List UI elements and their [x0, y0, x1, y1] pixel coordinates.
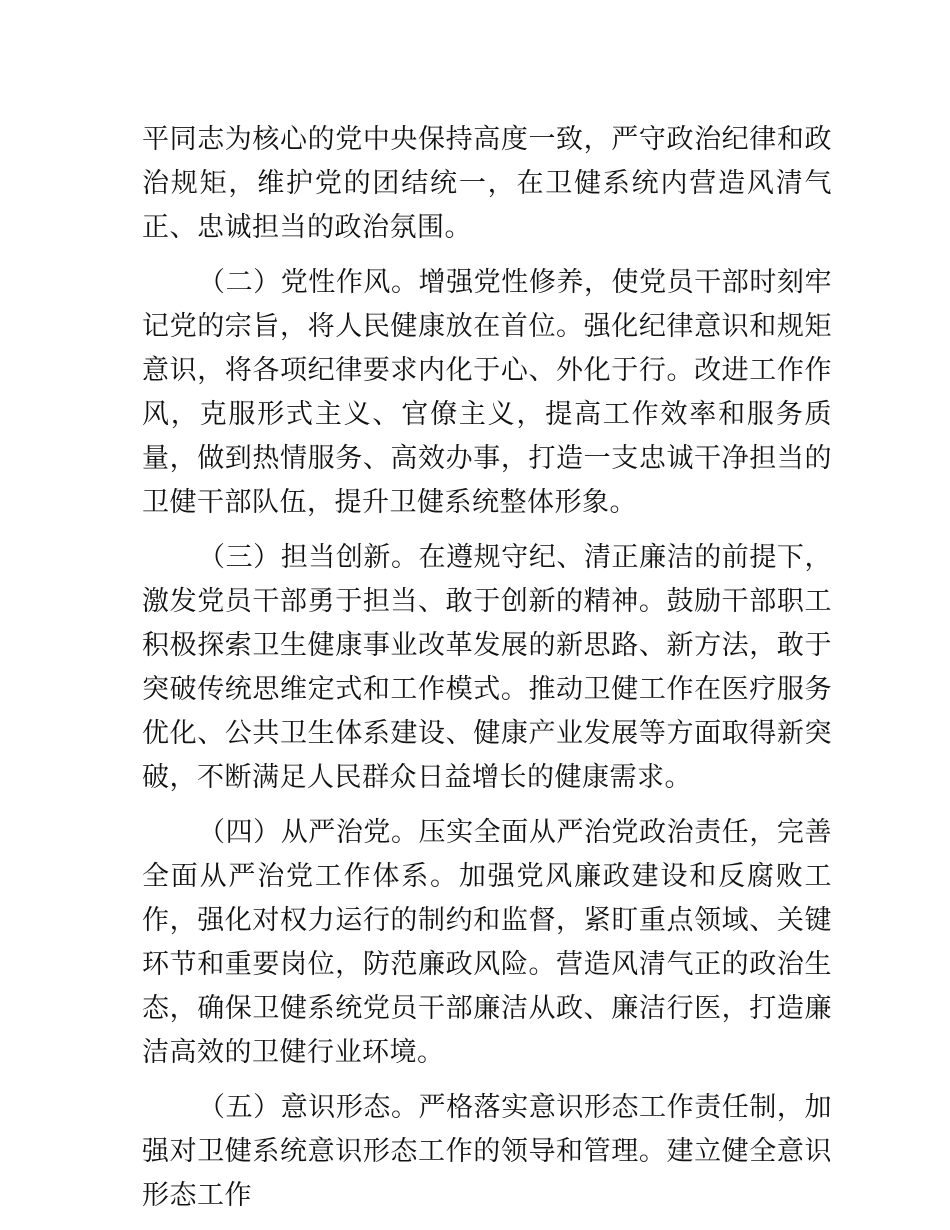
paragraph-innovation: （三）担当创新。在遵规守纪、清正廉洁的前提下，激发党员干部勇于担当、敢于创新的精神。鼓励干部职工积极探索卫生健康事业改革发展的新思路、新方法，敢于突破传统思维定式和工作模式。推动卫健工作在医疗服务优化、公共卫生体系建设、健康产业发展等方面取得新突破，不断满足人民群众日益增长的健康需求。	[142, 542, 832, 793]
paragraph-ideology: （五）意识形态。严格落实意识形态工作责任制，加强对卫健系统意识形态工作的领导和管理。建立健全意识形态工作	[142, 1092, 832, 1211]
paragraph-strict-governance: （四）从严治党。压实全面从严治党政治责任，完善全面从严治党工作体系。加强党风廉政建设和反腐败工作，强化对权力运行的制约和监督，紧盯重点领域、关键环节和重要岗位，防范廉政风险。营造风清气正的政治生态，确保卫健系统党员干部廉洁从政、廉洁行医，打造廉洁高效的卫健行业环境。	[142, 817, 832, 1068]
paragraph-party-style: （二）党性作风。增强党性修养，使党员干部时刻牢记党的宗旨，将人民健康放在首位。强化纪律意识和规矩意识，将各项纪律要求内化于心、外化于行。改进工作作风，克服形式主义、官僚主义，提高工作效率和服务质量，做到热情服务、高效办事，打造一支忠诚干净担当的卫健干部队伍，提升卫健系统整体形象。	[142, 267, 832, 518]
paragraph-continuation: 平同志为核心的党中央保持高度一致，严守政治纪律和政治规矩，维护党的团结统一，在卫健系统内营造风清气正、忠诚担当的政治氛围。	[142, 124, 832, 243]
document-body	[142, 118, 832, 1229]
